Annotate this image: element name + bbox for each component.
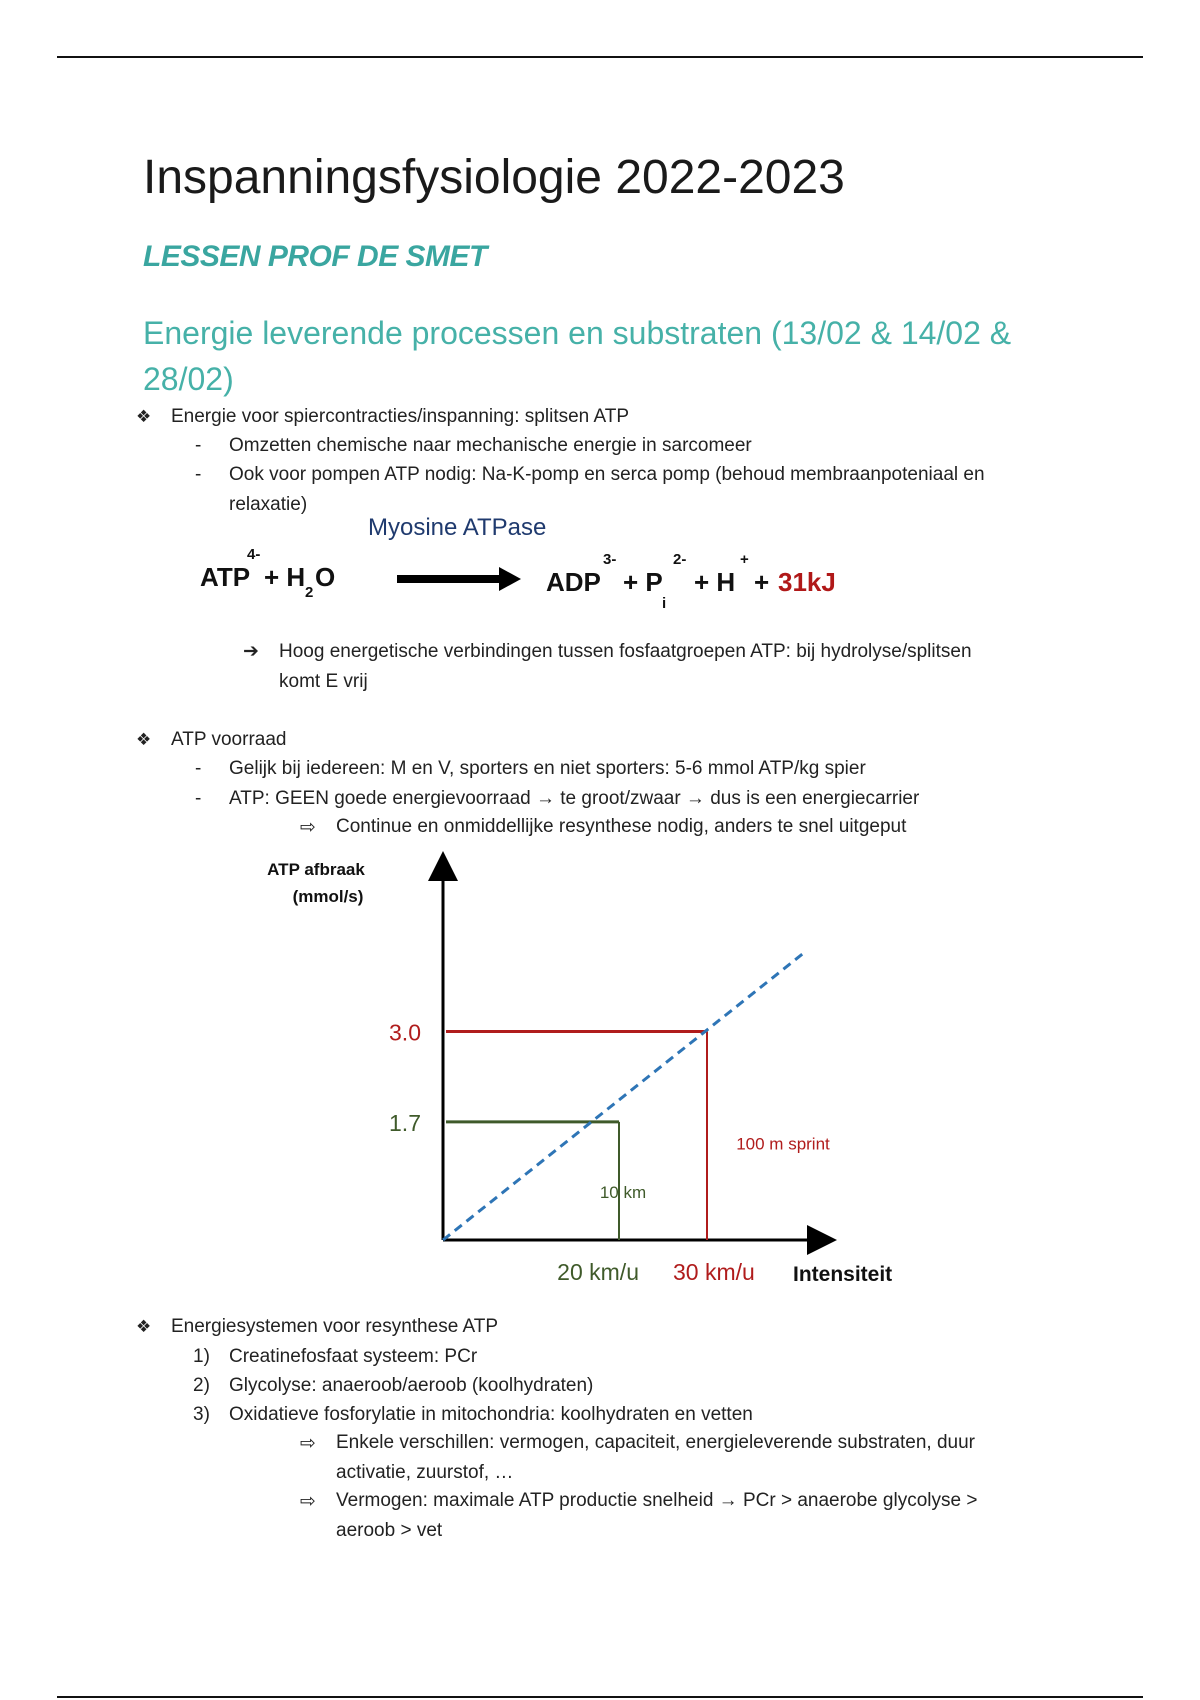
annotation-label: 100 m sprint: [736, 1134, 830, 1154]
sub-item-sarcomeer: Omzetten chemische naar mechanische energie in sarcomeer: [229, 435, 752, 456]
page-title: Inspanningsfysiologie 2022-2023: [143, 151, 845, 204]
bullet-atp-voorraad: ATP voorraad: [171, 729, 287, 750]
eq-plus-h-ion: + H: [694, 567, 736, 597]
x-tick-label: 20 km/u: [557, 1259, 639, 1285]
bullet-energiesystemen: Energiesystemen voor resynthese ATP: [171, 1316, 499, 1337]
y-axis-unit: (mmol/s): [292, 887, 364, 906]
bullet-diamond-icon: ❖: [136, 1317, 152, 1336]
x-axis-label: Intensiteit: [793, 1263, 893, 1286]
eq-p-charge: 2-: [673, 551, 687, 568]
eq-plus-p: + P: [623, 567, 663, 597]
y-axis-label: ATP afbraak: [267, 860, 365, 879]
sub-item-geen-voorraad: ATP: GEEN goede energievoorraad → te groot/zwaar → dus is een energiecarrier: [229, 788, 920, 809]
arrow-item-vermogen-line1: Vermogen: maximale ATP productie snelheid → PCr > anaerobe glycolyse >: [336, 1490, 978, 1511]
list-item-oxidatief: Oxidatieve fosforylatie in mitochondria: koolhydraten en vetten: [229, 1404, 753, 1425]
list-item-glycolyse: Glycolyse: anaeroob/aeroob (koolhydraten): [229, 1375, 594, 1396]
eq-adp: ADP: [546, 567, 601, 597]
eq-plus-h: + H: [264, 562, 306, 592]
eq-h-charge: +: [740, 551, 749, 568]
lesson-heading: LESSEN PROF DE SMET: [143, 240, 487, 273]
eq-h2o-subscript: 2: [305, 584, 314, 601]
y-tick-label: 1.7: [389, 1109, 421, 1136]
dash-icon: -: [195, 758, 202, 779]
atp-chart: [0, 850, 1200, 1300]
bullet-diamond-icon: ❖: [136, 407, 152, 426]
eq-o: O: [315, 562, 336, 592]
eq-atp-charge: 4-: [247, 546, 261, 563]
note-line2: komt E vrij: [279, 671, 368, 692]
arrow-item-resynthese: Continue en onmiddellijke resynthese nodig, anders te snel uitgeput: [336, 816, 907, 837]
hollow-arrow-icon: ⇨: [300, 1491, 316, 1512]
arrow-item-verschillen-line1: Enkele verschillen: vermogen, capaciteit, energieleverende substraten, duur: [336, 1432, 975, 1453]
y-tick-label: 3.0: [389, 1019, 421, 1046]
bullet-energy: Energie voor spiercontracties/inspanning: splitsen ATP: [171, 406, 630, 427]
note-line1: Hoog energetische verbindingen tussen fosfaatgroepen ATP: bij hydrolyse/splitsen: [279, 641, 972, 662]
section-heading: Energie leverende processen en substraten (13/02 & 14/02 & 28/02): [143, 315, 1012, 397]
arrow-item-verschillen-line2: activatie, zuurstof, …: [336, 1462, 514, 1483]
list-number: 2): [193, 1375, 210, 1396]
annotation-label: 10 km: [599, 1182, 647, 1202]
enzyme-label: Myosine ATPase: [368, 514, 547, 541]
x-tick-label: 30 km/u: [673, 1259, 755, 1285]
sub-item-gelijk: Gelijk bij iedereen: M en V, sporters en niet sporters: 5-6 mmol ATP/kg spier: [229, 758, 866, 779]
arrow-item-vermogen-line2: aeroob > vet: [336, 1520, 443, 1541]
list-item-pcr: Creatinefosfaat systeem: PCr: [229, 1346, 478, 1367]
eq-plus: +: [754, 567, 770, 597]
list-number: 1): [193, 1346, 210, 1367]
top-rule: [57, 56, 1143, 58]
hollow-arrow-icon: ⇨: [300, 817, 316, 838]
right-arrow-icon: ➔: [243, 641, 259, 662]
bottom-rule: [57, 1696, 1143, 1698]
bullet-diamond-icon: ❖: [136, 730, 152, 749]
sub-item-pomp-line1: Ook voor pompen ATP nodig: Na-K-pomp en serca pomp (behoud membraanpoteniaal en: [229, 464, 985, 485]
dash-icon: -: [195, 435, 202, 456]
list-number: 3): [193, 1404, 210, 1425]
hollow-arrow-icon: ⇨: [300, 1433, 316, 1454]
dash-icon: -: [195, 464, 202, 485]
reaction-arrow-icon: [395, 564, 525, 594]
eq-adp-charge: 3-: [603, 551, 617, 568]
eq-p-subscript: i: [662, 595, 667, 612]
sub-item-pomp-line2: relaxatie): [229, 494, 308, 515]
dash-icon: -: [195, 788, 202, 809]
eq-atp: ATP: [200, 562, 251, 592]
eq-energy: 31kJ: [778, 567, 836, 597]
